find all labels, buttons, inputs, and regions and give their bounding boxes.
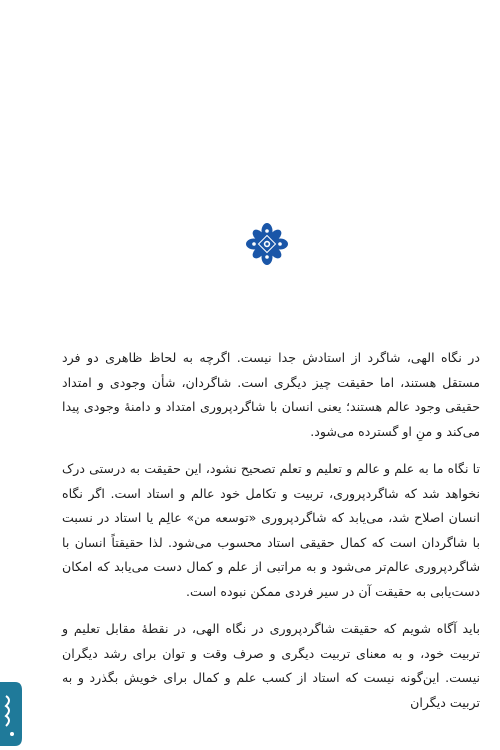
paragraph: باید آگاه شویم که حقیقت شاگردپروری در نگاه الهی، در نقطهٔ مقابل تعلیم و تربیت خود، و به معنای تربیت دیگری و صرف وقت و توان برای رشد دیگران نیست. این‌گونه نیست که استاد از کسب علم و کمال برای خویش بگذرد و به تربیت دیگران (62, 621, 480, 710)
publisher-logo-icon (0, 682, 24, 746)
body-text (62, 346, 480, 728)
paragraph: تا نگاه ما به علم و عالم و تعلیم و تعلم تصحیح نشود، این حقیقت به درستی درک نخواهد شد که شاگردپروری، تربیت و تکامل خود عالم و استاد است. اگر نگاه انسان اصلاح شد، می‌یابد که شاگردپروری «توسعه من» عالِم یا استاد در نسبت با شاگردان است که کمال حقیقی استاد محسوب می‌شود. لذا حقیقتاً انسان با شاگردپروری عالم‌تر می‌شود و به مراتبی از علم و کمال دست می‌یابد که امکان دست‌یابی به حقیقت آن در سیر فردی ممکن نبوده است. (62, 461, 480, 599)
paragraph: در نگاه الهی، شاگرد از استادش جدا نیست. اگرچه به لحاظ ظاهری دو فرد مستقل هستند، اما حقیقت چیز دیگری است. شاگردان، شأن وجودی و امتداد حقیقی وجود عالم هستند؛ یعنی انسان با شاگردپروری امتداد و دامنهٔ وجودی پیدا می‌کند و منِ او گسترده می‌شود. (62, 350, 480, 439)
floral-ornament-icon (244, 221, 290, 267)
